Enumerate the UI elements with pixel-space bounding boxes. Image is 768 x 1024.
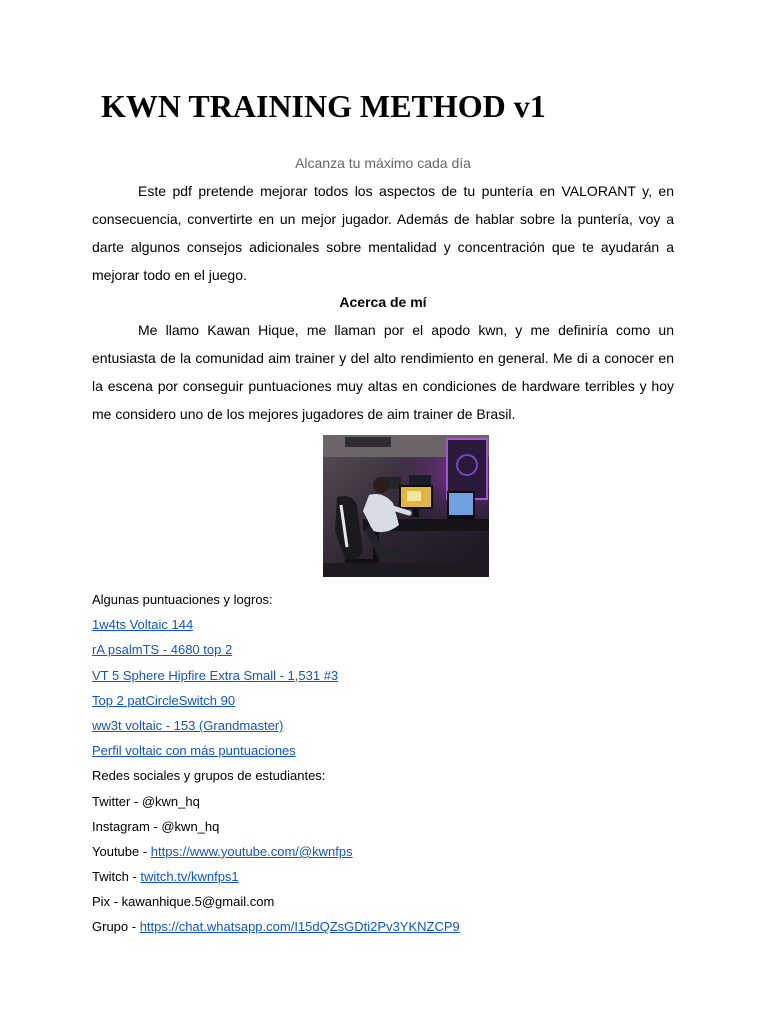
youtube-link[interactable]: https://www.youtube.com/@kwnfps — [150, 843, 353, 859]
youtube-prefix: Youtube - — [92, 843, 151, 859]
youtube-line — [92, 839, 692, 864]
twitch-link[interactable]: twitch.tv/kwnfps1 — [140, 869, 239, 885]
score-link[interactable]: rA psalmTS - 4680 top 2 — [92, 642, 233, 658]
instagram-line: Instagram - @kwn_hq — [92, 818, 220, 834]
score-item — [92, 612, 692, 637]
twitch-prefix: Twitch - — [92, 869, 141, 885]
score-item — [92, 688, 692, 713]
gaming-setup-photo — [323, 435, 489, 577]
whatsapp-group-link[interactable]: https://chat.whatsapp.com/I15dQZsGDti2Pv3YKNZCP9 — [139, 919, 460, 935]
twitter-line: Twitter - @kwn_hq — [92, 793, 200, 809]
pix-line: Pix - kawanhique.5@gmail.com — [92, 894, 275, 910]
twitch-line — [92, 864, 692, 889]
score-item — [92, 713, 692, 738]
scores-label: Algunas puntuaciones y logros: — [92, 592, 273, 607]
document-subtitle: Alcanza tu máximo cada día — [295, 155, 471, 171]
document-title: KWN TRAINING METHOD v1 — [101, 88, 546, 124]
about-paragraph: Me llamo Kawan Hique, me llaman por el apodo kwn, y me definiría como un entusiasta de la comunidad aim trainer y del alto rendimiento en general. Me di a conocer en la escena por conseguir puntuaciones muy altas en condiciones de hardware terribles y hoy me considero uno de los mejores jugadores de aim trainer de Brasil. — [92, 322, 674, 422]
social-label: Redes sociales y grupos de estudiantes: — [92, 768, 326, 784]
score-link[interactable]: ww3t voltaic - 153 (Grandmaster) — [92, 717, 284, 733]
grupo-prefix: Grupo - — [92, 919, 140, 935]
voltaic-profile-link[interactable]: Perfil voltaic con más puntuaciones — [92, 743, 296, 759]
grupo-line — [92, 914, 692, 939]
intro-paragraph: Este pdf pretende mejorar todos los aspectos de tu puntería en VALORANT y, en consecuencia, convertirte en un mejor jugador. Además de hablar sobre la puntería, voy a darte algunos consejos adicionales sobre mentalidad y concentración que te ayudarán a mejorar todo en el juego. — [92, 183, 674, 283]
score-link[interactable]: Top 2 patCircleSwitch 90 — [92, 692, 236, 708]
score-link[interactable]: 1w4ts Voltaic 144 — [92, 617, 194, 633]
score-item — [92, 663, 692, 688]
achievements-and-social-list — [92, 587, 692, 940]
about-heading: Acerca de mí — [339, 294, 427, 310]
score-link[interactable]: VT 5 Sphere Hipfire Extra Small - 1,531 #3 — [92, 667, 339, 683]
score-item — [92, 637, 692, 662]
score-item — [92, 738, 692, 763]
